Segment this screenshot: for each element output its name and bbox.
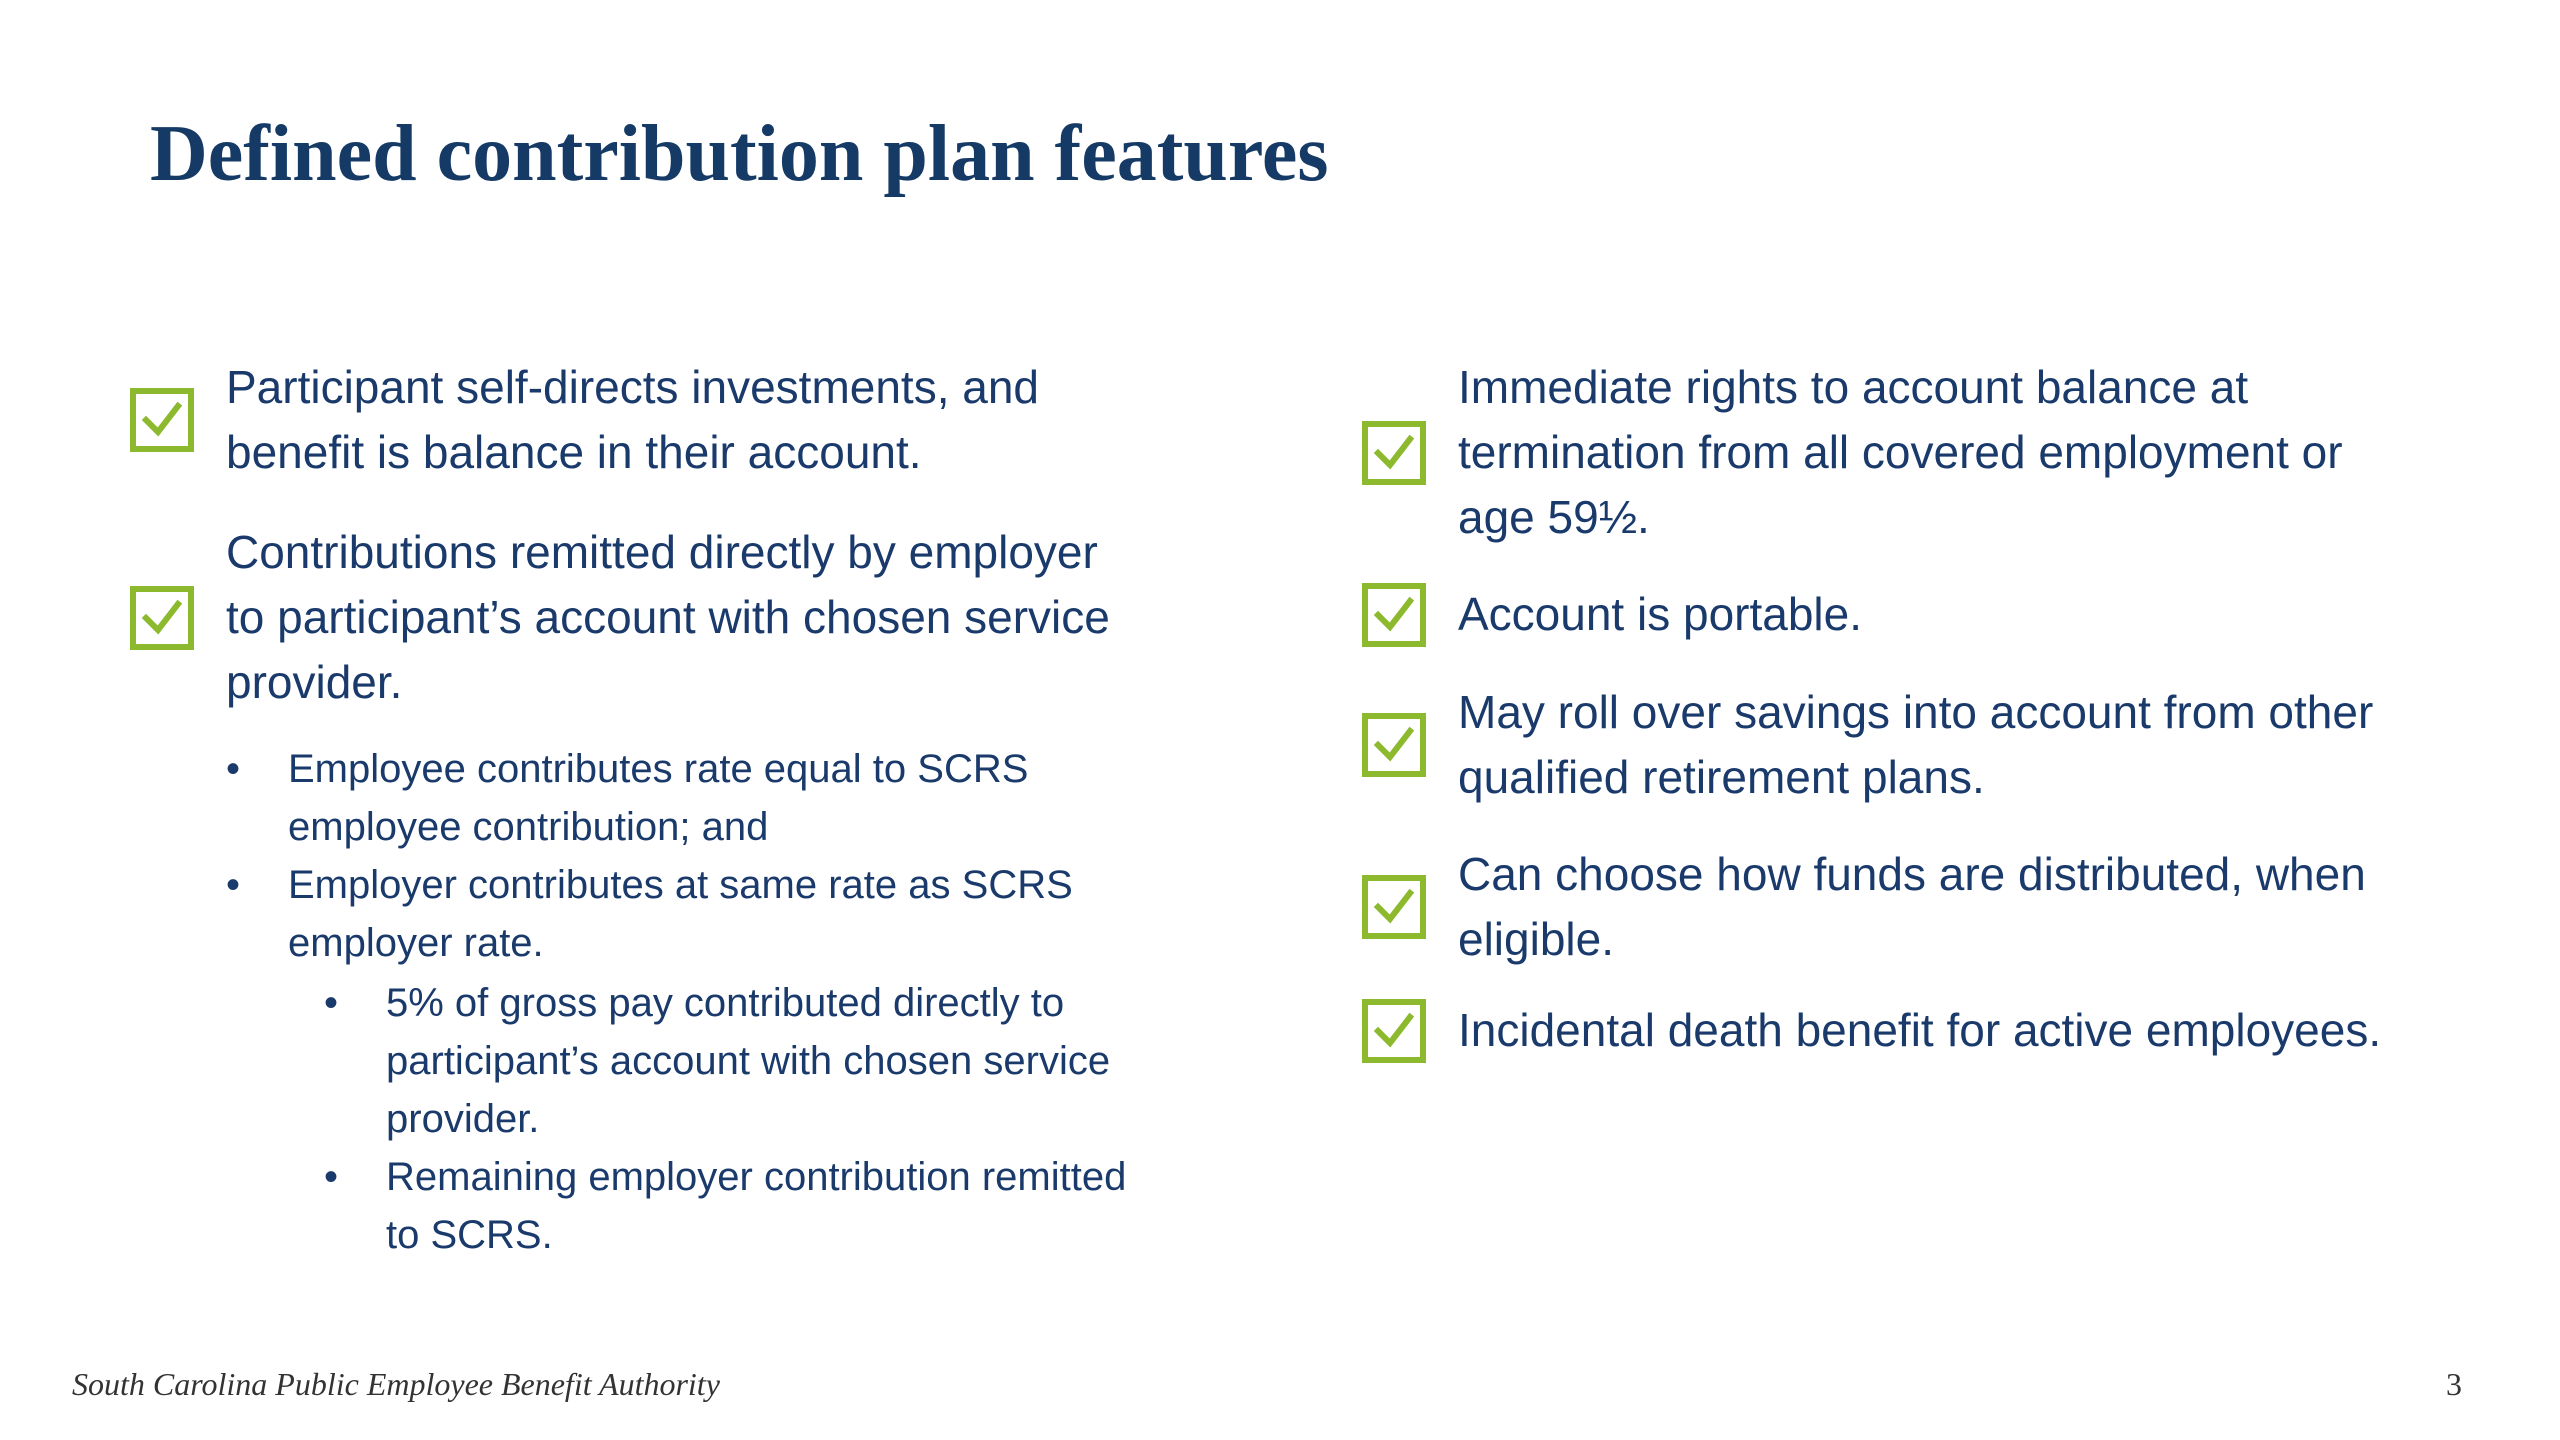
feature-line: Participant self-directs investments, and xyxy=(226,361,1040,413)
feature-line: qualified retirement plans. xyxy=(1458,751,1985,803)
feature-line: eligible. xyxy=(1458,913,1614,965)
employer-sub-bullets xyxy=(324,974,1127,1264)
sub-bullet-item xyxy=(324,1148,1127,1264)
feature-immediate-rights xyxy=(1362,355,2343,550)
page-number: 3 xyxy=(2446,1366,2462,1402)
feature-text xyxy=(226,355,1039,485)
feature-line: Can choose how funds are distributed, when xyxy=(1458,848,2366,900)
feature-text xyxy=(1458,998,2381,1063)
feature-death-benefit xyxy=(1362,998,2381,1063)
feature-line: age 59½. xyxy=(1458,491,1650,543)
contribution-bullets xyxy=(226,740,1073,972)
feature-line: provider. xyxy=(226,656,403,708)
checkbox-checked-icon xyxy=(1362,713,1426,777)
bullet-line: Employee contributes rate equal to SCRS xyxy=(288,747,1029,791)
checkbox-checked-icon xyxy=(130,388,194,452)
feature-text xyxy=(226,520,1110,715)
feature-text xyxy=(1458,680,2373,810)
feature-distribution-choice xyxy=(1362,842,2366,972)
bullet-item xyxy=(226,740,1073,856)
bullet-dot: • xyxy=(226,747,241,791)
feature-text xyxy=(1458,355,2343,550)
feature-self-directed xyxy=(130,355,1039,485)
feature-roll-over xyxy=(1362,680,2373,810)
bullet-line: provider. xyxy=(386,1097,540,1141)
bullet-line: employee contribution; and xyxy=(288,805,769,849)
sub-bullet-item xyxy=(324,974,1126,1148)
bullet-line: to SCRS. xyxy=(386,1213,553,1257)
feature-text xyxy=(1458,842,2366,972)
feature-text xyxy=(1458,582,1862,647)
bullet-dot: • xyxy=(226,863,241,907)
bullet-dot: • xyxy=(324,981,339,1025)
feature-line: benefit is balance in their account. xyxy=(226,426,922,478)
feature-line: to participant’s account with chosen service xyxy=(226,591,1110,643)
checkbox-checked-icon xyxy=(1362,421,1426,485)
bullet-line: employer rate. xyxy=(288,921,544,965)
footer-organization: South Carolina Public Employee Benefit Authority xyxy=(72,1366,720,1402)
checkbox-checked-icon xyxy=(1362,875,1426,939)
slide-title: Defined contribution plan features xyxy=(150,110,1329,198)
bullet-dot: • xyxy=(324,1155,339,1199)
feature-line: Account is portable. xyxy=(1458,588,1863,640)
checkbox-checked-icon xyxy=(1362,583,1426,647)
bullet-line: Employer contributes at same rate as SCRS xyxy=(288,863,1073,907)
feature-line: Incidental death benefit for active employees. xyxy=(1458,1004,2382,1056)
checkbox-checked-icon xyxy=(130,586,194,650)
feature-portable xyxy=(1362,582,1862,647)
bullet-line: 5% of gross pay contributed directly to xyxy=(386,981,1065,1025)
feature-line: May roll over savings into account from other xyxy=(1458,686,2374,738)
bullet-item xyxy=(226,856,1073,972)
feature-line: termination from all covered employment or xyxy=(1458,426,2343,478)
bullet-line: Remaining employer contribution remitted xyxy=(386,1155,1127,1199)
feature-line: Contributions remitted directly by employer xyxy=(226,526,1098,578)
checkbox-checked-icon xyxy=(1362,999,1426,1063)
bullet-line: participant’s account with chosen service xyxy=(386,1039,1111,1083)
feature-line: Immediate rights to account balance at xyxy=(1458,361,2249,413)
feature-contributions-remitted xyxy=(130,520,1110,715)
